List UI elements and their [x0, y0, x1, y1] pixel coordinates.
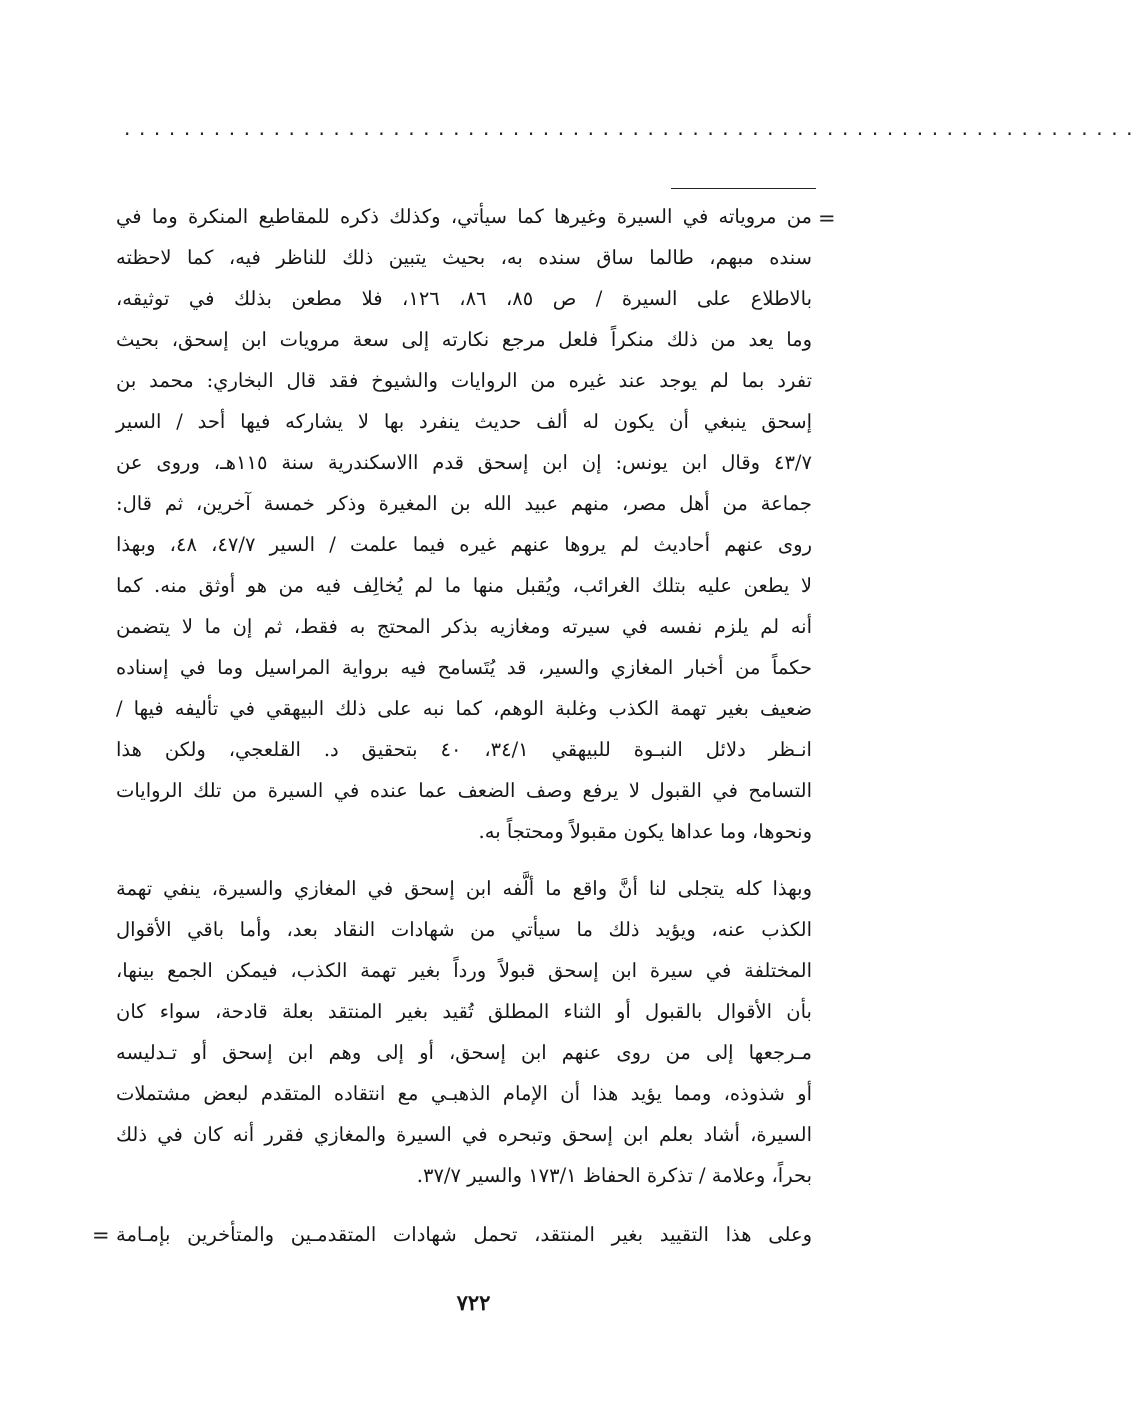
text-line: حكماً من أخبار المغازي والسير، قد يُتَسامح فيه برواية المراسيل وما في إسناده [116, 656, 812, 679]
text-line: تفرد بما لم يوجد عند غيره من الروايات والشيوخ فقد قال البخاري: محمد بن [116, 369, 812, 392]
text-line: انـظر دلائل النبـوة للبيهقي ٣٤/١، ٤٠ بتحقيق د. القلعجي، ولكن هذا [116, 738, 812, 761]
text-line: ٤٣/٧ وقال ابن يونس: إن ابن إسحق قدم االاسكندرية سنة ١١٥هـ، وروى عن [116, 451, 812, 474]
text-line: بالاطلاع على السيرة / ص ٨٥، ٨٦، ١٢٦، فلا مطعن بذلك في توثيقه، [116, 287, 813, 310]
page-number: ٧٢٢ [456, 1290, 491, 1315]
text-line: روى عنهم أحاديث لم يروها عنهم غيره فيما علمت / السير ٤٧/٧، ٤٨، وبهذا [116, 533, 812, 556]
text-line: ونحوها، وما عداها يكون مقبولاً ومحتجاً به. [478, 820, 812, 843]
text-line: الكذب عنه، ويؤيد ذلك ما سيأتي من شهادات النقاد بعد، وأما باقي الأقوال [116, 918, 812, 941]
text-line: بحراً، وعلامة / تذكرة الحفاظ ١٧٣/١ والسير ٣٧/٧. [416, 1164, 812, 1187]
text-line: مـرجعها إلى من روى عنهم ابن إسحق، أو إلى وهم ابن إسحق أو تـدليسه [116, 1041, 812, 1064]
text-line: وما يعد من ذلك منكراً فلعل مرجع نكارته إلى سعة مرويات ابن إسحق، بحيث [116, 328, 812, 351]
footnote-paragraph-3 [116, 1214, 812, 1255]
text-line: إسحق ينبغي أن يكون له ألف حديث ينفرد بها لا يشاركه فيها أحد / السير [116, 410, 812, 433]
text-line: لا يطعن عليه بتلك الغرائب، ويُقبل منها ما لم يُخالِف فيه من هو أوثق منه. كما [116, 574, 812, 597]
text-line: ضعيف بغير تهمة الكذب وغلبة الوهم، كما نبه على ذلك البيهقي في تأليفه فيها / [116, 697, 812, 720]
text-line: أنه لم يلزم نفسه في سيرته ومغازيه بذكر المحتج به فقط، ثم إن ما لا يتضمن [116, 615, 812, 638]
text-line: وعلى هذا التقييد بغير المنتقد، تحمل شهادات المتقدمـين والمتأخرين بإمـامة [116, 1223, 812, 1246]
continuation-mark-bottom: = [92, 1223, 110, 1247]
text-line: بأن الأقوال بالقبول أو الثناء المطلق تُقيد بغير المنتقد بعلة قادحة، سواء كان [116, 1000, 812, 1023]
text-line: جماعة من أهل مصر، منهم عبيد الله بن المغيرة وذكر خمسة آخرين، ثم قال: [116, 492, 812, 515]
footnote-separator [671, 188, 816, 189]
footnote-paragraph-2 [116, 868, 812, 1196]
continuation-mark-top: = [818, 206, 836, 230]
text-line: السيرة، أشاد بعلم ابن إسحق وتبحره في السيرة والمغازي فقرر أنه كان في ذلك [116, 1123, 812, 1146]
text-line: سنده مبهم، طالما ساق سنده به، بحيث يتبين ذلك للناظر فيه، كما لاحظته [116, 246, 812, 269]
text-line: التسامح في القبول لا يرفع وصف الضعف عما عنده في السيرة من تلك الروايات [116, 779, 812, 802]
text-line: من مروياته في السيرة وغيرها كما سيأتي، وكذلك ذكره للمقاطيع المنكرة وما في [116, 205, 812, 228]
text-line: المختلفة في سيرة ابن إسحق قبولاً ورداً بغير تهمة الكذب، فيمكن الجمع بينها، [116, 959, 812, 982]
footnote-paragraph-1 [116, 196, 812, 852]
text-line: وبهذا كله يتجلى لنا أنَّ واقع ما ألَّفه ابن إسحق في المغازي والسيرة، ينفي تهمة [116, 877, 812, 900]
header-dotted-rule: .................................................................... [124, 116, 1141, 140]
text-line: أو شذوذه، ومما يؤيد هذا أن الإمام الذهبـي مع انتقاده المتقدم لبعض مشتملات [116, 1082, 812, 1105]
